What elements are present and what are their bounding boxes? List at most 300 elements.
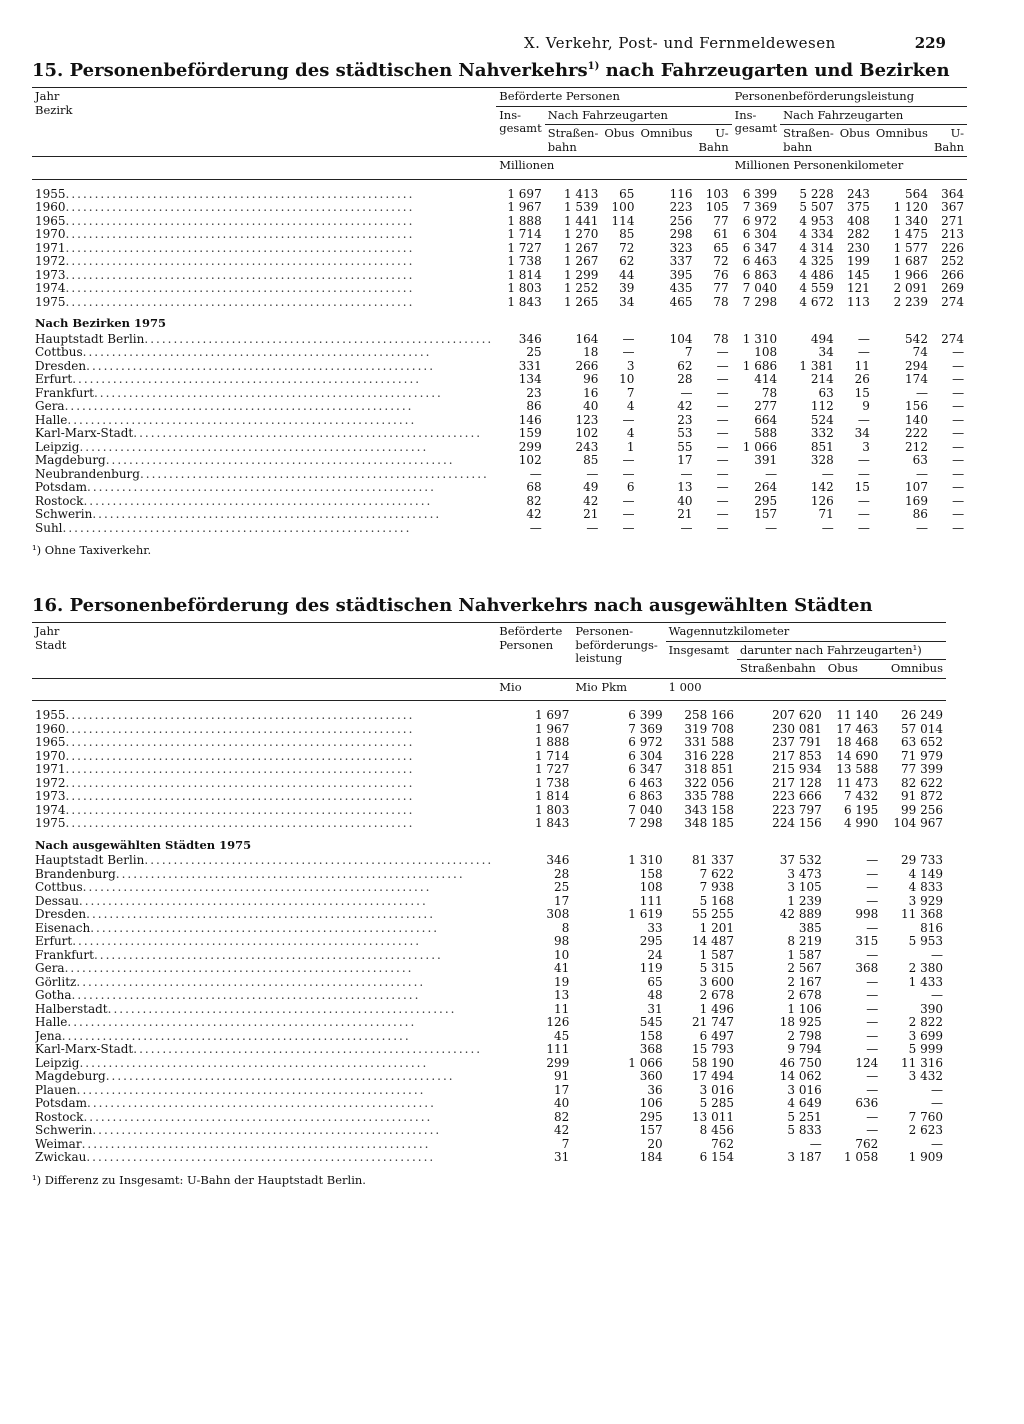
table-cell: 23 — [677, 412, 693, 427]
table-cell: 664 — [754, 412, 778, 427]
table-row — [32, 868, 946, 882]
table-cell: 96 — [583, 372, 599, 386]
table-cell: 103 — [705, 186, 729, 201]
table-cell: — — [952, 480, 965, 494]
table-cell: 762 — [855, 1136, 879, 1151]
table-cell: 11 — [554, 1001, 570, 1016]
table-cell: 1 727 — [534, 762, 570, 776]
table-cell: 1 727 — [507, 240, 542, 255]
table-cell: 164 — [575, 331, 599, 346]
table-cell: 25 — [526, 345, 542, 359]
table-cell: 14 487 — [692, 934, 735, 948]
table-row — [32, 709, 946, 723]
row-label: Magdeburg ............................................................ — [35, 454, 455, 467]
row-label: 1974 ............................................................ — [35, 803, 415, 817]
table-cell: 78 — [761, 385, 778, 400]
table-cell: 119 — [639, 961, 663, 975]
table-cell: 7 760 — [908, 1109, 943, 1124]
table-cell: 23 — [526, 385, 542, 400]
table-row — [32, 282, 967, 296]
table-cell: 36 — [647, 1082, 663, 1097]
table-cell: 114 — [611, 213, 635, 228]
table16-stub-header: Jahr Stadt — [35, 624, 67, 652]
table-cell: 77 — [713, 213, 729, 228]
table-cell: 524 — [810, 412, 834, 427]
table-cell: 4 486 — [799, 267, 834, 282]
row-label: Gera ............................................................ — [35, 962, 414, 975]
table-cell: — — [952, 385, 965, 400]
table-cell: 1 714 — [507, 227, 542, 241]
section-heading: Nach Bezirken 1975 — [35, 316, 166, 330]
table-cell: — — [952, 372, 965, 386]
table-cell: 91 — [554, 1069, 570, 1083]
table-cell: 159 — [518, 426, 542, 440]
table-cell: 6 863 — [628, 789, 663, 803]
table-cell: 851 — [810, 439, 834, 454]
table-cell: 212 — [905, 439, 928, 454]
table-cell: — — [716, 439, 729, 454]
table-cell: 408 — [846, 213, 870, 228]
table15-strassenbahn-header: Straßen- bahn — [547, 126, 599, 154]
table-cell: 42 889 — [779, 907, 822, 921]
row-label: 1973 ............................................................ — [35, 790, 415, 803]
table-cell: 1 413 — [563, 186, 599, 201]
row-label: 1955 ............................................................ — [35, 187, 415, 201]
table-row — [32, 763, 946, 777]
row-label: Görlitz ............................................................ — [35, 975, 426, 989]
table-cell: 17 494 — [692, 1069, 735, 1083]
table-cell: 1 738 — [534, 775, 570, 790]
table-cell: 3 929 — [908, 893, 943, 908]
table-cell: 998 — [855, 907, 879, 921]
table-cell: 252 — [941, 254, 965, 268]
table-cell: 7 622 — [699, 866, 735, 881]
table-row — [32, 441, 967, 455]
table-cell: — — [622, 520, 635, 535]
row-label: 1975 ............................................................ — [35, 295, 415, 309]
table-cell: 8 — [561, 920, 570, 935]
table15-group1-header: Beförderte Personen — [496, 88, 731, 107]
table-cell: 385 — [798, 920, 822, 935]
table-cell: 6 463 — [742, 254, 778, 268]
table-cell: 42 — [554, 1123, 570, 1137]
table-cell: 6 304 — [628, 748, 663, 763]
table-row — [32, 949, 946, 963]
table-cell: 9 794 — [787, 1042, 822, 1056]
table-cell: 2 091 — [893, 281, 928, 295]
table-cell: 5 315 — [699, 961, 735, 975]
table-cell: — — [952, 426, 965, 440]
table-cell: 1 587 — [787, 947, 822, 962]
table-cell: — — [866, 947, 879, 962]
table-cell: 6 347 — [742, 240, 778, 255]
table-cell: 6 463 — [628, 775, 663, 790]
table-cell: — — [716, 453, 729, 467]
table-cell: 11 473 — [836, 775, 879, 790]
table-cell: 82 622 — [901, 775, 943, 790]
table-cell: 5 833 — [787, 1123, 822, 1137]
table-row — [32, 935, 946, 949]
table-cell: 44 — [619, 267, 635, 282]
table-cell: 18 925 — [779, 1015, 822, 1029]
table-cell: 1 496 — [699, 1001, 735, 1016]
table-cell: 1 267 — [563, 240, 599, 255]
table-cell: — — [716, 412, 729, 427]
table-cell: 762 — [711, 1136, 735, 1151]
table-row — [32, 346, 967, 360]
table-cell: 1 738 — [507, 254, 542, 268]
table-cell: 111 — [639, 893, 663, 908]
row-label: Dresden ............................................................ — [35, 359, 436, 373]
table-cell: 1 265 — [563, 294, 599, 309]
row-label: 1975 ............................................................ — [35, 817, 415, 830]
table-cell: — — [622, 493, 635, 508]
table-cell: 1 310 — [628, 853, 663, 867]
table-row — [32, 790, 946, 804]
table-cell: 7 — [626, 385, 635, 400]
table-cell: 157 — [754, 507, 778, 521]
table-cell: 2 678 — [787, 988, 822, 1002]
table-cell: 18 468 — [836, 735, 879, 749]
table-cell: 7 — [684, 345, 693, 359]
table-cell: — — [866, 1082, 879, 1097]
table-cell: — — [716, 426, 729, 440]
table-cell: 266 — [575, 358, 599, 373]
table-cell: 100 — [611, 200, 635, 214]
table-cell: 17 — [554, 1082, 570, 1097]
table-cell: 62 — [677, 358, 693, 373]
row-label: Gera ............................................................ — [35, 400, 414, 413]
table-cell: 8 219 — [787, 934, 822, 948]
table-cell: 1 441 — [563, 213, 599, 228]
table16-footnote: ¹) Differenz zu Insgesamt: U-Bahn der Hauptstadt Berlin. — [32, 1172, 366, 1187]
table16-unit3: 1 000 — [668, 679, 702, 694]
table-cell: 82 — [554, 1109, 570, 1124]
section-heading: Nach ausgewählten Städten 1975 — [35, 837, 252, 852]
table-cell: 134 — [518, 372, 542, 386]
table-cell: 368 — [855, 961, 879, 975]
table-cell: — — [716, 507, 729, 521]
table-cell: 105 — [705, 200, 729, 214]
table-cell: 126 — [546, 1015, 570, 1029]
table-cell: 3 016 — [787, 1082, 822, 1097]
table-cell: — — [716, 358, 729, 373]
table-cell: 28 — [554, 866, 570, 881]
table16-darunter-header: darunter nach Fahrzeugarten¹) — [737, 641, 946, 660]
table-cell: 113 — [846, 294, 870, 309]
table-cell: 564 — [905, 186, 928, 201]
table-cell: 243 — [575, 439, 599, 454]
table-cell: 24 — [647, 947, 663, 962]
table-cell: 1 888 — [534, 735, 570, 749]
table-cell: 102 — [518, 453, 542, 467]
row-label: 1970 ............................................................ — [35, 228, 415, 241]
table-cell: 4 559 — [799, 281, 834, 295]
table-cell: 91 872 — [901, 789, 943, 803]
table15-unit2: Millionen Personenkilometer — [734, 158, 904, 172]
table-cell: — — [765, 466, 778, 481]
table-cell: 1 267 — [563, 254, 599, 268]
table-row — [32, 1003, 946, 1017]
table-cell: 17 463 — [836, 721, 879, 736]
table-cell: 57 014 — [901, 721, 943, 736]
table-cell: 26 249 — [901, 708, 943, 722]
table-cell: — — [716, 480, 729, 494]
table-cell: 1 — [626, 439, 635, 454]
table-cell: 224 156 — [772, 816, 822, 830]
table-cell: 3 600 — [699, 974, 735, 989]
table-cell: 85 — [619, 227, 635, 241]
table-cell: — — [866, 880, 879, 894]
row-label: 1970 ............................................................ — [35, 749, 415, 763]
row-label: 1971 ............................................................ — [35, 763, 415, 776]
table-cell: 1 066 — [742, 439, 778, 454]
table-row — [32, 922, 946, 936]
table-cell: 71 979 — [901, 748, 943, 763]
row-label: 1965 ............................................................ — [35, 736, 415, 749]
table-cell: 4 833 — [908, 880, 943, 894]
table-row — [32, 201, 967, 215]
table-cell: 1 687 — [893, 254, 928, 268]
table-cell: — — [529, 520, 542, 535]
table-cell: 3 016 — [699, 1082, 735, 1097]
table-cell: 237 791 — [772, 735, 822, 749]
table-cell: 1 106 — [787, 1001, 822, 1016]
table15-ubahn-header: U-Bahn — [698, 126, 729, 154]
table-row — [32, 495, 967, 509]
table-cell: 13 — [677, 480, 693, 494]
table-cell: — — [821, 466, 834, 481]
table-cell: 322 056 — [684, 775, 735, 790]
table-cell: — — [915, 520, 928, 535]
table-cell: 367 — [941, 200, 965, 214]
row-label: 1960 ............................................................ — [35, 201, 415, 214]
table-cell: — — [857, 331, 870, 346]
table-cell: 7 — [561, 1136, 570, 1151]
table-cell: 1 966 — [893, 267, 928, 282]
table-cell: 6 863 — [742, 267, 778, 282]
table-cell: 5 228 — [799, 186, 834, 201]
table-cell: — — [952, 412, 965, 427]
table-cell: — — [931, 1082, 943, 1097]
table-cell: 65 — [619, 186, 635, 201]
table-cell: — — [680, 466, 693, 481]
table-cell: 6 399 — [628, 708, 663, 722]
table-row — [32, 1084, 946, 1098]
table-cell: 5 999 — [908, 1042, 943, 1056]
table-cell: 348 185 — [684, 816, 735, 830]
table-cell: 40 — [583, 399, 599, 413]
row-label: Magdeburg ............................................................ — [35, 1070, 455, 1083]
table-cell: 29 733 — [901, 853, 943, 867]
table-cell: 4 314 — [799, 240, 834, 255]
table-cell: 5 168 — [699, 893, 735, 908]
table16-obus-header: Obus — [827, 661, 858, 675]
table-cell: 1 539 — [563, 200, 599, 214]
table-cell: 391 — [754, 453, 778, 467]
table-cell: 816 — [920, 920, 943, 935]
table-cell: 2 822 — [908, 1015, 943, 1029]
table-cell: 269 — [941, 281, 965, 295]
table-cell: 230 — [846, 240, 870, 255]
table-cell: — — [952, 439, 965, 454]
table-row — [32, 1124, 946, 1138]
table-cell: 217 853 — [772, 748, 822, 763]
table-cell: 6 195 — [843, 802, 879, 817]
table-cell: 18 — [583, 345, 599, 359]
table-row — [32, 360, 967, 374]
table-cell: — — [716, 493, 729, 508]
table-row — [32, 522, 967, 536]
table-cell: 85 — [583, 453, 599, 467]
table-cell: — — [952, 520, 965, 535]
table-cell: 169 — [905, 493, 928, 508]
table-cell: 74 — [912, 345, 928, 359]
row-label: 1974 ............................................................ — [35, 282, 415, 295]
running-head-title: X. Verkehr, Post- und Fernmeldewesen — [524, 34, 836, 52]
table-row — [32, 427, 967, 441]
row-label: Schwerin ............................................................ — [35, 508, 442, 521]
table-cell: 71 — [818, 507, 834, 521]
table-cell: 294 — [905, 358, 928, 373]
table-row — [32, 989, 946, 1003]
table-cell: 19 — [554, 974, 570, 989]
running-head — [32, 30, 946, 54]
table-cell: 61 — [713, 227, 729, 241]
table-cell: 217 128 — [772, 775, 822, 790]
table-cell: 2 678 — [699, 988, 735, 1002]
table-row — [32, 1057, 946, 1071]
row-label: Leipzig ............................................................ — [35, 1056, 429, 1070]
table-cell: 7 040 — [742, 281, 778, 295]
table-cell: 55 255 — [692, 907, 735, 921]
table-cell: 282 — [846, 227, 870, 241]
table-cell: 1 252 — [563, 281, 599, 295]
table-cell: 107 — [905, 480, 928, 494]
table-cell: 1 803 — [507, 281, 542, 295]
table-cell: 4 334 — [799, 227, 834, 241]
table-cell: 77 399 — [901, 762, 943, 776]
table-cell: 34 — [619, 294, 635, 309]
table-row — [32, 723, 946, 737]
table-cell: 86 — [526, 399, 542, 413]
table-cell: 1 577 — [893, 240, 928, 255]
table-cell: — — [857, 493, 870, 508]
table-cell: 26 — [854, 372, 870, 386]
table-cell: 45 — [554, 1028, 570, 1043]
table-row — [32, 976, 946, 990]
table-cell: — — [622, 345, 635, 359]
table-cell: 108 — [754, 345, 778, 359]
table-cell: — — [857, 453, 870, 467]
table15-strassenbahn2-header: Straßen- bahn — [783, 126, 834, 154]
table-cell: 4 — [626, 399, 635, 413]
table-cell: 4 649 — [787, 1096, 822, 1110]
table-cell: — — [952, 493, 965, 508]
table-cell: 6 972 — [742, 213, 778, 228]
table-cell: — — [952, 345, 965, 359]
table-cell: — — [866, 1109, 879, 1124]
row-label: Potsdam ............................................................ — [35, 1097, 436, 1110]
row-label: Karl-Marx-Stadt ............................................................ — [35, 427, 483, 440]
table-cell: 6 497 — [699, 1028, 735, 1043]
table-cell: 21 — [583, 507, 599, 521]
table-cell: 1 967 — [534, 721, 570, 736]
table-cell: — — [915, 466, 928, 481]
table-cell: 4 990 — [843, 816, 879, 830]
table-cell: 10 — [554, 947, 570, 962]
table-cell: — — [866, 920, 879, 935]
row-label: Leipzig ............................................................ — [35, 440, 429, 454]
table-cell: — — [680, 520, 693, 535]
table-cell: 2 567 — [787, 961, 822, 975]
table-cell: — — [857, 507, 870, 521]
row-label: Halberstadt ............................................................ — [35, 1002, 457, 1016]
table-cell: 368 — [639, 1042, 663, 1056]
table15-nach-header: Nach Fahrzeugarten — [545, 106, 732, 125]
table15-stub-header: Jahr Bezirk — [35, 89, 73, 117]
table-cell: 146 — [518, 412, 542, 427]
table-cell: 13 — [554, 988, 570, 1002]
table-cell: — — [866, 974, 879, 989]
table-cell: 108 — [639, 880, 663, 894]
table-cell: — — [622, 453, 635, 467]
table-cell: 1 843 — [534, 816, 570, 830]
table-cell: 213 — [941, 227, 965, 241]
table-cell: 435 — [669, 281, 693, 295]
table-row — [32, 400, 967, 414]
table-cell: — — [931, 988, 943, 1002]
table-row — [32, 296, 967, 310]
table-cell: 140 — [905, 412, 928, 427]
document-page — [32, 30, 965, 1187]
table-cell: — — [857, 345, 870, 359]
table-cell: 156 — [905, 399, 928, 413]
row-label: 1972 ............................................................ — [35, 255, 415, 268]
table16-group-header: Wagennutzkilometer — [666, 623, 946, 642]
table-cell: 1 814 — [534, 789, 570, 803]
table-cell: 414 — [754, 372, 778, 386]
table15-nach2-header: Nach Fahrzeugarten — [780, 106, 967, 125]
table-row — [32, 468, 967, 482]
table-cell: 1 686 — [742, 358, 778, 373]
table-cell: 1 619 — [628, 907, 663, 921]
row-label: Eisenach ............................................................ — [35, 921, 440, 935]
table-cell: 346 — [518, 331, 542, 346]
table-cell: 20 — [647, 1136, 663, 1151]
row-label: 1972 ............................................................ — [35, 776, 415, 790]
table-cell: — — [857, 466, 870, 481]
table-cell: 106 — [639, 1096, 663, 1110]
table-cell: 331 588 — [684, 735, 735, 749]
table16-unit1: Mio — [499, 679, 522, 694]
table-cell: 6 347 — [628, 762, 663, 776]
row-label: Halle ............................................................ — [35, 413, 417, 427]
table-cell: 3 699 — [908, 1028, 943, 1043]
table-cell: 16 — [583, 385, 599, 400]
table-cell: — — [866, 1028, 879, 1043]
table-cell: 215 934 — [772, 762, 822, 776]
table16-unit2: Mio Pkm — [575, 679, 627, 694]
table-cell: — — [866, 893, 879, 908]
table-cell: 11 316 — [901, 1055, 943, 1070]
table-cell: 15 793 — [692, 1042, 735, 1056]
table-cell: 46 750 — [779, 1055, 822, 1070]
table-cell: 199 — [846, 254, 870, 268]
table-row — [32, 333, 967, 347]
table-cell: 34 — [818, 345, 834, 359]
table-cell: 31 — [647, 1001, 663, 1016]
